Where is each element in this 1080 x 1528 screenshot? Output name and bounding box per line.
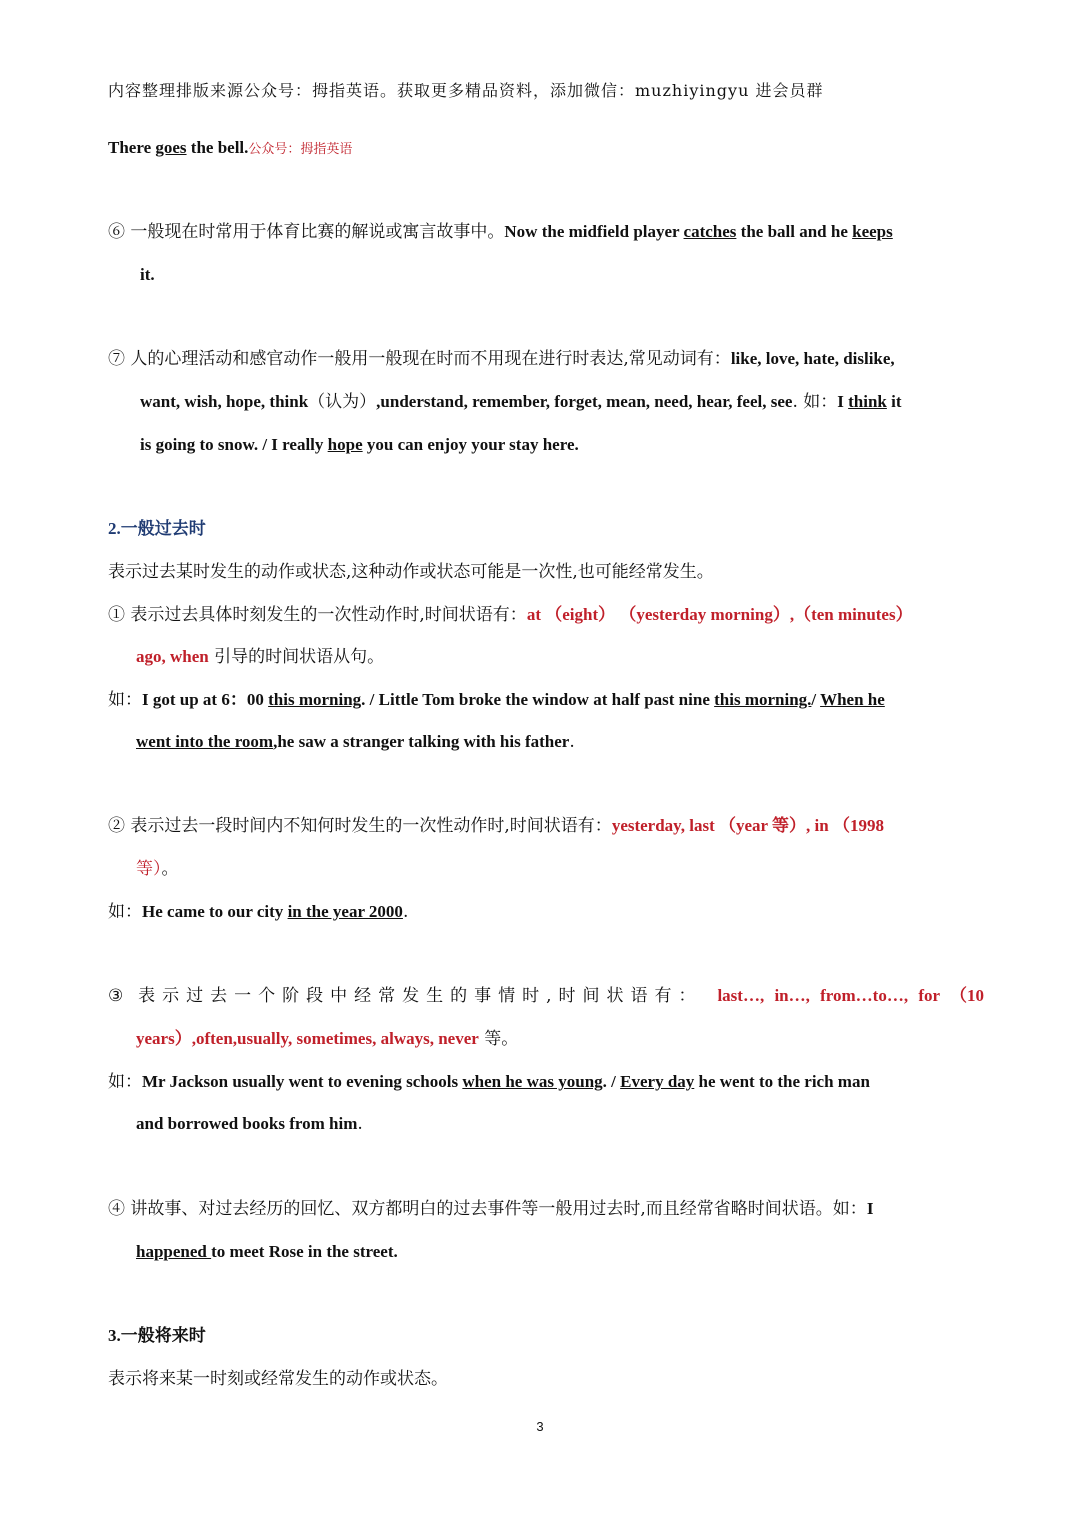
item7-line1 <box>108 348 984 370</box>
s2p1-ex1e: / <box>811 690 821 709</box>
item6-line1 <box>108 221 984 243</box>
section2-title-text: 2.一般过去时 <box>108 519 206 538</box>
header-line <box>108 80 984 102</box>
s2p3-example1 <box>108 1071 984 1093</box>
item7-l2b: （认为） <box>308 392 377 412</box>
s2p3-line2 <box>136 1028 984 1050</box>
item7-verbs: like, love, hate, dislike, <box>730 349 895 368</box>
item6-en2: the ball and he <box>736 222 853 241</box>
header-text: 内容整理排版来源公众号：拇指英语。获取更多精品资料，添加微信：muzhiyingyu 进会员群 <box>108 81 824 100</box>
s2p3-example2 <box>136 1113 984 1135</box>
s2p1-ex1c: . / Little Tom broke the window at half past nine <box>361 690 715 709</box>
s2p3-line1 <box>108 985 984 1007</box>
s2p4-l2b: to meet Rose in the street. <box>211 1242 398 1261</box>
bell-text-c: the bell. <box>186 138 249 157</box>
s2p2-ex-label: 如： <box>108 902 142 922</box>
s2p3-num: ③ <box>108 986 124 1006</box>
s2p3-ex1c: . / <box>602 1072 621 1091</box>
s2p1-ex1d: this morning. <box>714 690 812 709</box>
section2-desc-text: 表示过去某时发生的动作或状态,这种动作或状态可能是一次性,也可能经常发生。 <box>108 562 714 582</box>
s2p1-red2: ago, when <box>136 647 209 666</box>
s2p4-en1: I <box>866 1199 874 1218</box>
s2p3-red2: years）,often,usually, sometimes, always, never <box>136 1029 479 1048</box>
s2p3-cn: 表示过去一个阶段中经常发生的事情时,时间状语有： <box>138 986 703 1006</box>
s2p1-ex1b: this morning <box>268 690 362 709</box>
s2p1-line2 <box>136 646 984 668</box>
s2p3-red1: last…, in…, from…to…, for （10 <box>717 986 984 1005</box>
s2p1-ex2b: ,he saw a stranger talking with his father <box>273 732 570 751</box>
s2p2-num: ② <box>108 816 125 836</box>
item6-keeps: keeps <box>852 222 893 241</box>
s2p4-num: ④ <box>108 1199 125 1219</box>
item7-think: think <box>848 392 887 411</box>
section3-title-text: 3.一般将来时 <box>108 1326 206 1345</box>
s2p2-cn: 表示过去一段时间内不知何时发生的一次性动作时,时间状语有： <box>125 816 612 836</box>
s2p4-happened: happened <box>136 1242 212 1261</box>
s2p2-line1 <box>108 815 984 837</box>
item7-l2e: I <box>837 392 849 411</box>
item6-cn: 一般现在时常用于体育比赛的解说或寓言故事中。 <box>125 222 505 242</box>
s2p3-cn2: 等。 <box>478 1029 519 1049</box>
item7-l2g: it <box>886 392 902 411</box>
item7-l3a: is going to snow. / I really <box>140 435 328 454</box>
item7-l2a: want, wish, hope, think <box>140 392 309 411</box>
s2p3-ex1e: he went to the rich man <box>694 1072 870 1091</box>
item6-en1: Now the midfield player <box>504 222 684 241</box>
s2p2-red2: 等） <box>136 859 162 879</box>
s2p2-exb: in the year 2000 <box>287 902 403 921</box>
s2p1-example1 <box>108 689 984 711</box>
s2p4-line1 <box>108 1198 984 1220</box>
section3-desc-text: 表示将来某一时刻或经常发生的动作或状态。 <box>108 1369 448 1389</box>
item7-num: ⑦ <box>108 349 125 369</box>
item7-hope: hope <box>327 435 363 454</box>
s2p3-ex2b: . <box>357 1114 363 1134</box>
s2p3-ex2a: and borrowed books from him <box>136 1114 358 1133</box>
item7-line2 <box>140 391 984 413</box>
s2p3-ex1d: Every day <box>620 1072 695 1091</box>
s2p1-ex2c: . <box>569 732 575 752</box>
s2p2-line2 <box>136 858 984 880</box>
s2p1-ex1a: I got up at 6：00 <box>142 690 269 709</box>
s2p3-ex1b: when he was young <box>462 1072 603 1091</box>
s2p1-cn2: 引导的时间状语从句。 <box>208 647 385 667</box>
s2p2-red1: yesterday, last （year 等）, in （1998 <box>611 816 884 835</box>
s2p1-ex2a: went into the room <box>136 732 274 751</box>
item7-l2c: ,understand, remember, forget, mean, need, hear, feel, see <box>376 392 793 411</box>
item7-l3c: you can enjoy your stay here. <box>362 435 579 454</box>
s2p2-exc: . <box>402 902 409 922</box>
item6-catches: catches <box>683 222 737 241</box>
item6-it: it. <box>140 265 155 284</box>
section3-title <box>108 1325 984 1347</box>
s2p1-num: ① <box>108 605 125 625</box>
item7-line3 <box>140 434 984 456</box>
section2-desc <box>108 561 984 583</box>
s2p3-ex1a: Mr Jackson usually went to evening schools <box>142 1072 463 1091</box>
section2-title <box>108 518 984 540</box>
bell-text-goes: goes <box>155 138 187 157</box>
bell-example <box>108 137 984 161</box>
s2p1-ex-label: 如： <box>108 690 142 710</box>
s2p3-ex-label: 如： <box>108 1072 142 1092</box>
bell-tag: 公众号：拇指英语 <box>248 142 353 157</box>
item7-cn: 人的心理活动和感官动作一般用一般现在时而不用现在进行时表达,常见动词有： <box>125 349 731 369</box>
item7-l2d: . 如： <box>792 392 838 412</box>
item6-num: ⑥ <box>108 222 125 242</box>
section3-desc <box>108 1368 984 1390</box>
s2p1-red1: at （eight） （yesterday morning）,（ten minutes） <box>526 605 913 624</box>
item6-line2 <box>140 264 984 286</box>
s2p1-ex1f: When he <box>820 690 885 709</box>
s2p2-end2: 。 <box>161 859 179 879</box>
s2p4-cn: 讲故事、对过去经历的回忆、双方都明白的过去事件等一般用过去时,而且经常省略时间状语。如： <box>125 1199 867 1219</box>
s2p2-example <box>108 901 984 923</box>
page-number: 3 <box>536 1419 544 1434</box>
s2p1-example2 <box>136 731 984 753</box>
bell-text-a: There <box>108 138 156 157</box>
s2p1-line1 <box>108 604 984 626</box>
s2p2-exa: He came to our city <box>142 902 288 921</box>
s2p1-cn: 表示过去具体时刻发生的一次性动作时,时间状语有： <box>125 605 527 625</box>
s2p4-line2 <box>136 1241 984 1263</box>
